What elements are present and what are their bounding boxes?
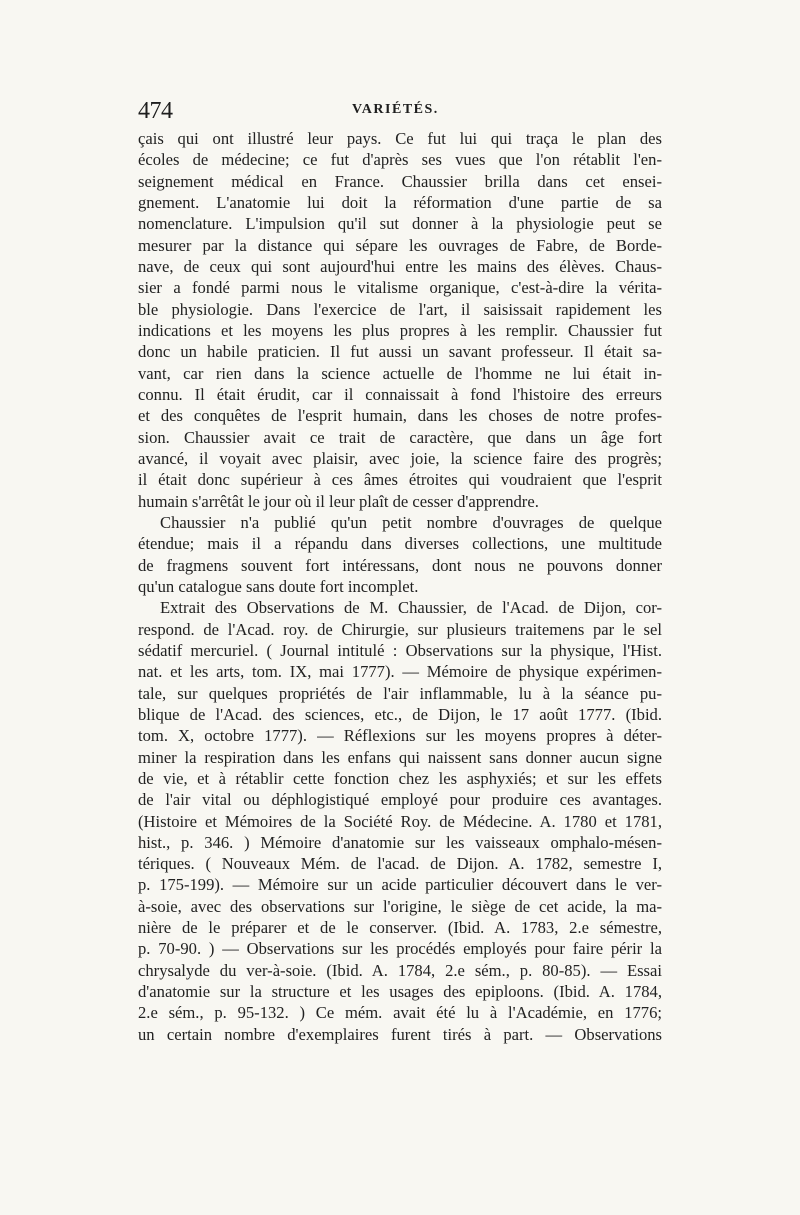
text-line: tériques. ( Nouveaux Mém. de l'acad. de Dijon. A. 1782, semestre I, [138,854,662,874]
text-line: écoles de médecine; ce fut d'après ses vues que l'on rétablit l'en- [138,150,662,170]
text-line: miner la respiration dans les enfans qui naissent sans donner aucun signe [138,747,662,767]
text-line: humain s'arrêtât le jour où il leur plaît de cesser d'apprendre. [138,491,539,511]
text-line: de l'air vital ou déphlogistiqué employé pour produire ces avantages. [138,790,662,810]
page-header [138,98,662,124]
text-line: 2.e sém., p. 95-132. ) Ce mém. avait été lu à l'Académie, en 1776; [138,1003,662,1023]
text-line: Extrait des Observations de M. Chaussier, de l'Acad. de Dijon, cor- [160,598,662,618]
text-line: sédatif mercuriel. ( Journal intitulé : Observations sur la physique, l'Hist. [138,640,662,660]
body-text [138,128,662,1045]
text-line: avancé, il voyait avec plaisir, avec joie, la science faire des progrès; [138,448,662,468]
running-head: VARIÉTÉS. [352,102,439,117]
text-line: respond. de l'Acad. roy. de Chirurgie, sur plusieurs traitemens par le sel [138,619,662,639]
text-line: connu. Il était érudit, car il connaissait à fond l'histoire des erreurs [138,384,662,404]
text-line: de fragmens souvent fort intéressans, dont nous ne pouvons donner [138,555,662,575]
page-number: 474 [138,98,173,124]
text-line: et des conquêtes de l'esprit humain, dans les choses de notre profes- [138,406,662,426]
text-line: donc un habile praticien. Il fut aussi un savant professeur. Il était sa- [138,342,662,362]
text-line: p. 175-199). — Mémoire sur un acide particulier découvert dans le ver- [138,875,662,895]
text-line: sion. Chaussier avait ce trait de caractère, que dans un âge fort [138,427,662,447]
text-line: qu'un catalogue sans doute fort incomplet. [138,576,419,596]
text-line: indications et les moyens les plus propres à les remplir. Chaussier fut [138,320,662,340]
text-line: çais qui ont illustré leur pays. Ce fut lui qui traça le plan des [138,129,662,148]
text-line: étendue; mais il a répandu dans diverses collections, une multitude [138,534,662,554]
text-line: tom. X, octobre 1777). — Réflexions sur les moyens propres à déter- [138,726,662,746]
text-line: à-soie, avec des observations sur l'origine, le siège de cet acide, la ma- [138,896,662,916]
text-line: vant, car rien dans la science actuelle de l'homme ne lui était in- [138,363,662,383]
text-line: un certain nombre d'exemplaires furent tirés à part. — Observations [138,1024,662,1044]
text-line: nat. et les arts, tom. IX, mai 1777). — Mémoire de physique expérimen- [138,662,662,682]
text-line: seignement médical en France. Chaussier brilla dans cet ensei- [138,171,662,191]
text-line: blique de l'Acad. des sciences, etc., de Dijon, le 17 août 1777. (Ibid. [138,704,662,724]
text-line: hist., p. 346. ) Mémoire d'anatomie sur les vaisseaux omphalo-mésen- [138,832,662,852]
text-line: sier a fondé parmi nous le vitalisme organique, c'est-à-dire la vérita- [138,278,662,298]
text-line: nomenclature. L'impulsion qu'il sut donner à la physiologie peut se [138,214,662,234]
text-line: gnement. L'anatomie lui doit la réformation d'une partie de sa [138,192,662,212]
text-line: Chaussier n'a publié qu'un petit nombre d'ouvrages de quelque [160,512,662,532]
text-line: de vie, et à rétablir cette fonction chez les asphyxiés; et sur les effets [138,768,662,788]
text-line: d'anatomie sur la structure et les usages des epiploons. (Ibid. A. 1784, [138,982,662,1002]
text-line: chrysalyde du ver-à-soie. (Ibid. A. 1784, 2.e sém., p. 80-85). — Essai [138,960,662,980]
text-line: ble physiologie. Dans l'exercice de l'art, il saisissait rapidement les [138,299,662,319]
text-line: il était donc supérieur à ces âmes étroites qui voudraient que l'esprit [138,470,662,490]
text-line: mesurer par la distance qui sépare les ouvrages de Fabre, de Borde- [138,235,662,255]
text-line: nave, de ceux qui sont aujourd'hui entre les mains des élèves. Chaus- [138,256,662,276]
text-line: p. 70-90. ) — Observations sur les procédés employés pour faire périr la [138,939,662,959]
text-line: (Histoire et Mémoires de la Société Roy. de Médecine. A. 1780 et 1781, [138,811,662,831]
text-line: tale, sur quelques propriétés de l'air inflammable, lu à la séance pu- [138,683,662,703]
text-line: nière de le préparer et de le conserver. (Ibid. A. 1783, 2.e sémestre, [138,918,662,938]
